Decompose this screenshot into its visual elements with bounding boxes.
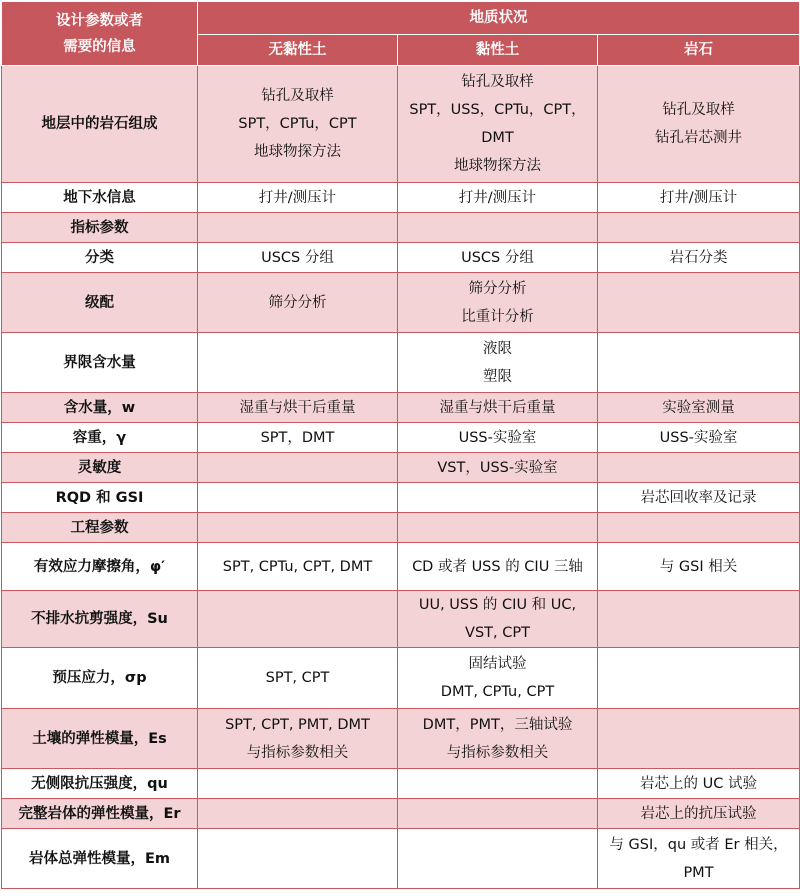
cell-line: 打井/测压计: [458, 189, 537, 206]
row-label: 有效应力摩擦角，φ′: [2, 543, 198, 591]
table-cell: [398, 769, 598, 799]
table-cell: [598, 829, 800, 889]
table-cell: [598, 66, 800, 183]
cell-line: 与指标参数相关: [446, 744, 549, 761]
row-label: 岩体总弹性模量，Em: [2, 829, 198, 889]
cell-line: 地球物探方法: [254, 144, 341, 160]
table-row: [2, 543, 800, 591]
cell-line: 钻孔及取样: [461, 74, 534, 90]
table-cell: [598, 453, 800, 483]
table-cell: [598, 423, 800, 453]
table-cell: [598, 483, 800, 513]
table-row: [2, 183, 800, 213]
cell-line: UU, USS 的 CIU 和 UC,: [418, 597, 577, 613]
table-cell: [598, 213, 800, 243]
table-cell: [198, 243, 398, 273]
cell-line: 钻孔岩芯测井: [655, 130, 742, 146]
cell-line: SPT，USS，CPTu，CPT，: [409, 102, 586, 118]
row-label: 土壤的弹性模量，Es: [2, 709, 198, 769]
column-header-rock: 岩石: [598, 35, 800, 66]
table-row: [2, 213, 800, 243]
table-cell: [398, 66, 598, 183]
cell-line: 筛分分析: [468, 280, 527, 297]
cell-line: DMT，PMT，三轴试验: [422, 716, 573, 733]
geology-parameter-table: [1, 1, 800, 889]
table-row: [2, 648, 800, 709]
cell-line: SPT，DMT: [260, 429, 335, 446]
table-row: [2, 769, 800, 799]
table-cell: [198, 423, 398, 453]
cell-line: DMT: [481, 130, 514, 146]
table-cell: [598, 393, 800, 423]
table-cell: [198, 213, 398, 243]
table-row: [2, 273, 800, 333]
table-cell: [398, 243, 598, 273]
corner-header-line: 设计参数或者: [56, 12, 143, 29]
row-label: 完整岩体的弹性模量，Er: [2, 799, 198, 829]
table-cell: [398, 829, 598, 889]
table-cell: [198, 273, 398, 333]
cell-line: 打井/测压计: [659, 189, 738, 206]
table-row: [2, 591, 800, 648]
cell-line: USCS 分组: [261, 249, 334, 266]
table-cell: [198, 709, 398, 769]
table-row: [2, 333, 800, 393]
cell-line: 与 GSI，qu 或者 Er 相关，: [609, 836, 788, 853]
table-cell: [598, 513, 800, 543]
column-header-cohesive-soil: 黏性土: [398, 35, 598, 66]
cell-line: 岩芯上的抗压试验: [640, 805, 757, 822]
cell-line: 与 GSI 相关: [659, 558, 738, 575]
cell-line: 湿重与烘干后重量: [239, 399, 356, 416]
table-row: [2, 453, 800, 483]
row-label: 指标参数: [2, 213, 198, 243]
table-cell: [598, 273, 800, 333]
table-cell: [398, 543, 598, 591]
table-cell: [398, 453, 598, 483]
table-cell: [198, 648, 398, 709]
row-label: 容重，γ: [2, 423, 198, 453]
cell-line: VST，USS-实验室: [437, 459, 558, 476]
table-cell: [398, 333, 598, 393]
cell-line: DMT, CPTu, CPT: [440, 684, 555, 700]
table-row: [2, 393, 800, 423]
row-label: 地层中的岩石组成: [2, 66, 198, 183]
table-row: [2, 66, 800, 183]
row-label: 灵敏度: [2, 453, 198, 483]
table-cell: [398, 591, 598, 648]
cell-line: 固结试验: [468, 656, 527, 672]
cell-line: SPT，CPTu，CPT: [238, 116, 357, 132]
table-cell: [598, 799, 800, 829]
cell-line: 比重计分析: [461, 308, 534, 325]
cell-line: 岩芯回收率及记录: [640, 489, 757, 506]
table-row: [2, 829, 800, 889]
table-cell: [198, 183, 398, 213]
table-cell: [398, 483, 598, 513]
corner-header-line: 需要的信息: [63, 38, 136, 55]
table-cell: [398, 423, 598, 453]
cell-line: 钻孔及取样: [662, 102, 735, 118]
row-label: 不排水抗剪强度，Su: [2, 591, 198, 648]
table-cell: [398, 799, 598, 829]
table-cell: [398, 273, 598, 333]
table-cell: [398, 393, 598, 423]
cell-line: 打井/测压计: [258, 189, 337, 206]
table-cell: [598, 591, 800, 648]
cell-line: 塑限: [483, 368, 512, 385]
row-label: 含水量，w: [2, 393, 198, 423]
cell-line: 筛分分析: [268, 294, 327, 311]
cell-line: 地球物探方法: [454, 158, 541, 174]
cell-line: 岩芯上的 UC 试验: [640, 775, 757, 792]
table-cell: [198, 66, 398, 183]
column-header-cohesionless-soil: 无黏性土: [198, 35, 398, 66]
row-label: 工程参数: [2, 513, 198, 543]
cell-line: USS-实验室: [458, 429, 537, 446]
table-cell: [198, 799, 398, 829]
table-cell: [598, 333, 800, 393]
row-label: RQD 和 GSI: [2, 483, 198, 513]
row-label: 级配: [2, 273, 198, 333]
table-cell: [598, 769, 800, 799]
table-cell: [598, 648, 800, 709]
cell-line: SPT, CPTu, CPT, DMT: [222, 558, 373, 575]
table-cell: [598, 243, 800, 273]
cell-line: 岩石分类: [669, 249, 728, 266]
cell-line: CD 或者 USS 的 CIU 三轴: [412, 558, 583, 575]
table-cell: [598, 709, 800, 769]
cell-line: USCS 分组: [461, 249, 534, 266]
cell-line: 钻孔及取样: [261, 88, 334, 104]
row-label: 分类: [2, 243, 198, 273]
row-label: 无侧限抗压强度，qu: [2, 769, 198, 799]
table-cell: [398, 513, 598, 543]
corner-header: [2, 2, 198, 66]
table-cell: [198, 591, 398, 648]
table-cell: [598, 543, 800, 591]
cell-line: USS-实验室: [659, 429, 738, 446]
table-cell: [198, 333, 398, 393]
table-row: [2, 483, 800, 513]
cell-line: VST, CPT: [465, 625, 530, 641]
table-row: [2, 709, 800, 769]
table-cell: [198, 543, 398, 591]
table-row: [2, 423, 800, 453]
row-label: 预压应力，σp: [2, 648, 198, 709]
table-cell: [398, 648, 598, 709]
cell-line: PMT: [683, 864, 714, 881]
table-cell: [198, 393, 398, 423]
table-cell: [398, 183, 598, 213]
cell-line: 与指标参数相关: [246, 744, 349, 761]
row-label: 地下水信息: [2, 183, 198, 213]
table-cell: [598, 183, 800, 213]
row-label: 界限含水量: [2, 333, 198, 393]
table-row: [2, 513, 800, 543]
cell-line: 液限: [483, 340, 512, 357]
table-cell: [198, 453, 398, 483]
table-cell: [198, 513, 398, 543]
table-cell: [198, 769, 398, 799]
table-body: [2, 66, 800, 889]
table-cell: [398, 709, 598, 769]
table-row: [2, 799, 800, 829]
table-row: [2, 243, 800, 273]
cell-line: SPT, CPT, PMT, DMT: [225, 716, 370, 733]
table-cell: [398, 213, 598, 243]
cell-line: 实验室测量: [662, 399, 735, 416]
group-header: 地质状况: [198, 2, 800, 35]
table-cell: [198, 483, 398, 513]
cell-line: SPT, CPT: [265, 670, 330, 686]
cell-line: 湿重与烘干后重量: [439, 399, 556, 416]
table-cell: [198, 829, 398, 889]
